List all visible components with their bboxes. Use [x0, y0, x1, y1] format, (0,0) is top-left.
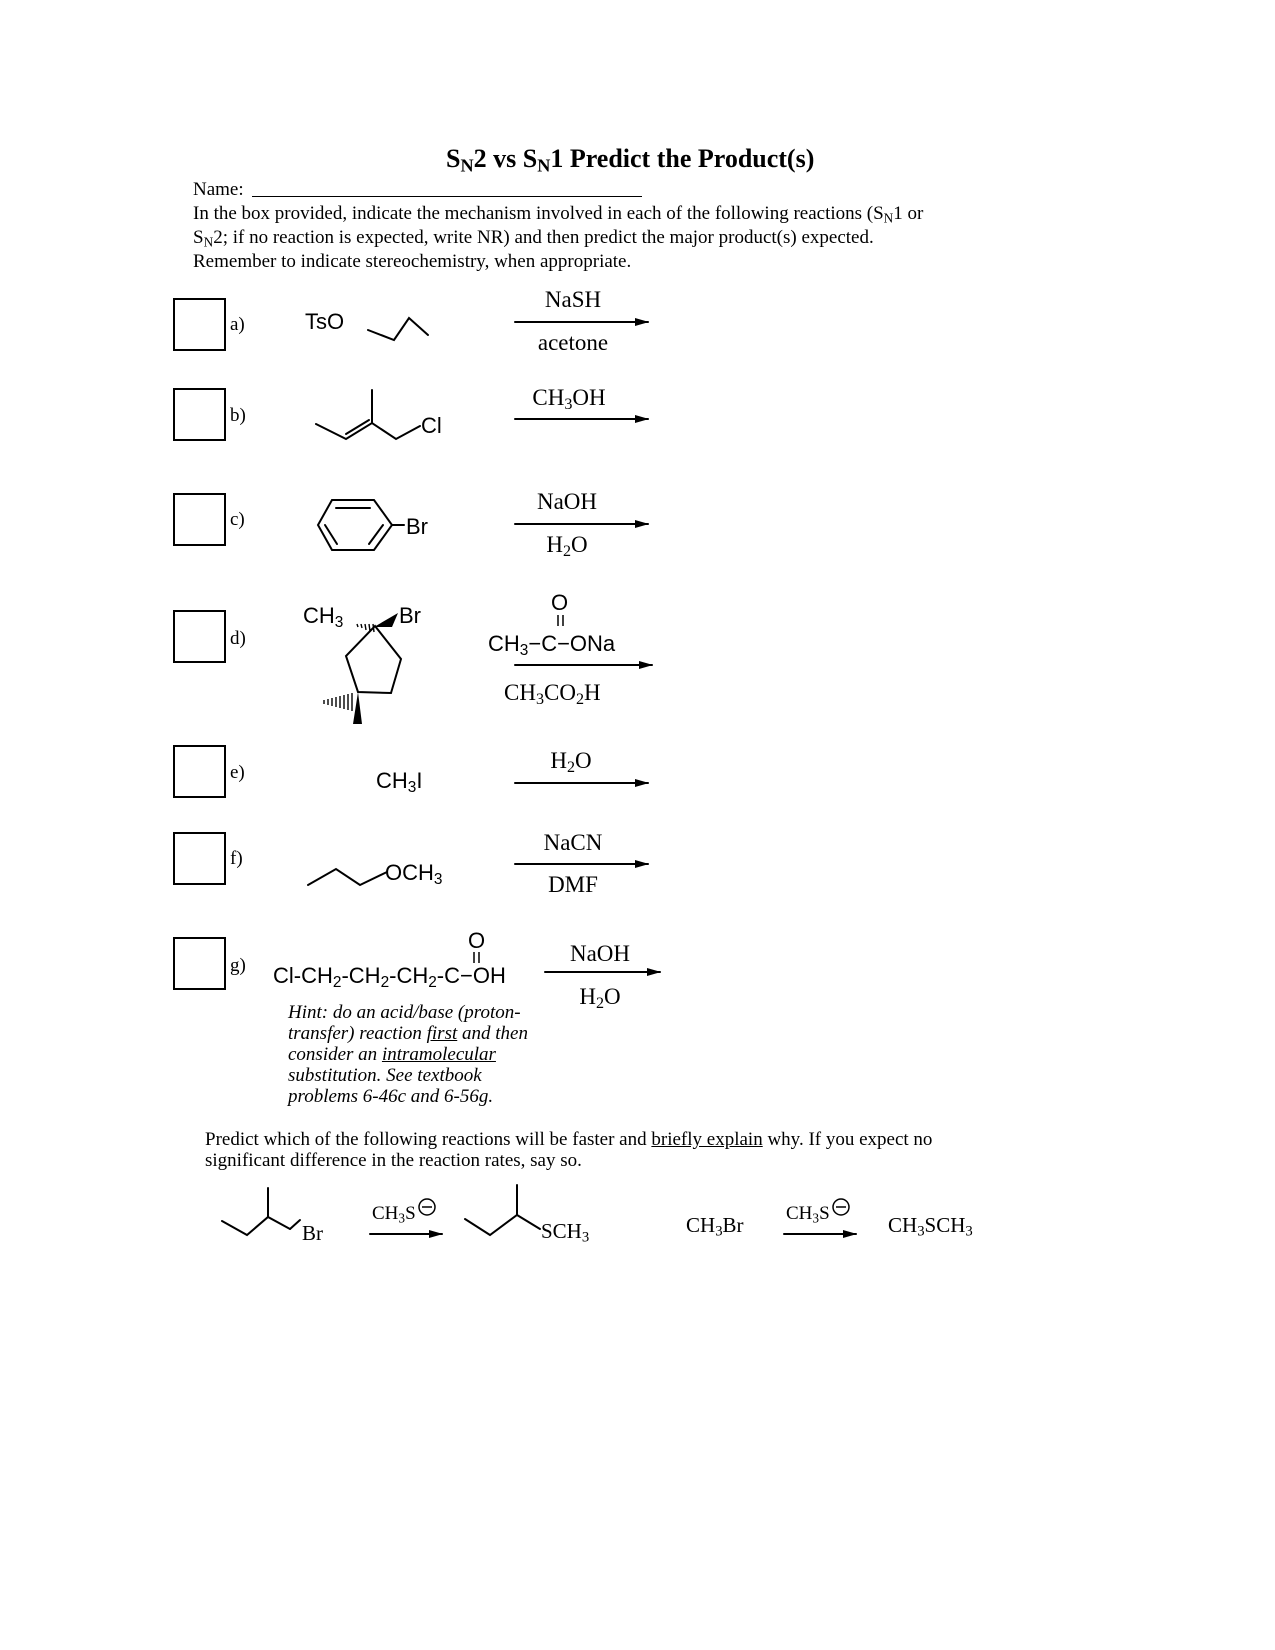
reagent-f-above: NaCN — [543, 830, 603, 855]
compare-reagent-1: $CH_3S$ — [372, 1203, 416, 1226]
reagent-b-above: $CH_3OH$ — [532, 385, 606, 414]
reaction-letter-a: a) — [230, 314, 245, 335]
instructions-line-3: Remember to indicate stereochemistry, when appropriate. — [193, 251, 632, 272]
structure-g-carbonyl-o: O — [468, 928, 486, 953]
structure-d-halide-label: Br — [399, 603, 421, 628]
reagent-a-below: acetone — [537, 330, 609, 355]
reagent-c-above: NaOH — [536, 489, 598, 514]
instructions-line-1: In the box provided, indicate the mechanism involved in each of the following reactions ($S_N1$ or — [193, 203, 924, 226]
compare-product-2: $CH_3SCH_3$ — [888, 1213, 973, 1240]
reagent-d-carbonyl-o: O — [551, 590, 569, 615]
reagent-d-above: $CH_3-C-ONa$ — [488, 631, 616, 659]
predict-line-1: Predict which of the following reactions will be faster and briefly explain why. If you expect no — [205, 1129, 933, 1150]
structure-d-ring — [346, 626, 401, 693]
structure-c-label: Br — [406, 514, 428, 539]
reagent-d-below: $CH_3CO_2H$ — [504, 680, 601, 709]
hint-text: Hint: do an acid/base (proton- transfer) reaction first and then consider an intramolecular substitution. See textbook problems 6-46c and 6-56g. — [288, 1002, 528, 1107]
reagent-e-above: $H_2O$ — [550, 748, 592, 777]
predict-line-2: significant difference in the reaction rates, say so. — [205, 1150, 582, 1171]
structure-d-wedge-bottom — [353, 692, 362, 724]
reagent-g-below: $H_2O$ — [579, 984, 621, 1013]
structure-e-label: $CH_3I$ — [376, 768, 423, 796]
compare-reactant-1-chain — [222, 1217, 290, 1235]
structure-g-label: $Cl-CH_2-CH_2-CH_2-C-OH$ — [273, 963, 506, 991]
structure-b-chain — [316, 423, 420, 439]
compare-reagent-2: $CH_3S$ — [786, 1203, 830, 1226]
reagent-f-below: DMF — [548, 872, 598, 897]
reaction-letter-b: b) — [230, 405, 246, 426]
compare-product-1-group: $SCH_3$ — [541, 1219, 590, 1246]
compare-product-1-chain — [465, 1215, 540, 1235]
compare-reactant-1-bond-to-br — [290, 1220, 300, 1229]
reaction-letter-d: d) — [230, 628, 246, 649]
reaction-letter-g: g) — [230, 955, 246, 976]
reagent-g-above: NaOH — [569, 941, 631, 966]
reagent-c-below: $H_2O$ — [546, 532, 588, 561]
structure-b-label: Cl — [421, 413, 442, 438]
structure-d-methyl-label: $CH_3$ — [303, 603, 344, 631]
instructions-line-2: $S_N2$; if no reaction is expected, write NR) and then predict the major product(s) expected. — [193, 227, 874, 250]
reaction-letter-e: e) — [230, 762, 245, 783]
reaction-letter-c: c) — [230, 509, 245, 530]
name-label: Name: — [193, 179, 244, 200]
structure-a-chain — [368, 318, 428, 340]
structure-d-hash-bottom — [324, 693, 352, 711]
compare-reactant-1-leaving-group: Br — [302, 1221, 323, 1245]
structure-d-wedge-top — [374, 613, 398, 627]
reagent-a-above: NaSH — [544, 287, 602, 312]
reaction-letter-f: f) — [230, 848, 243, 869]
page-title: $S_N2$ vs $S_N1$ Predict the Product(s) — [446, 144, 815, 176]
compare-reactant-2: $CH_3Br$ — [686, 1213, 744, 1240]
structure-f-chain — [308, 869, 387, 885]
structure-a-label: TsO — [305, 309, 345, 334]
structure-f-label: $OCH_3$ — [385, 860, 443, 888]
